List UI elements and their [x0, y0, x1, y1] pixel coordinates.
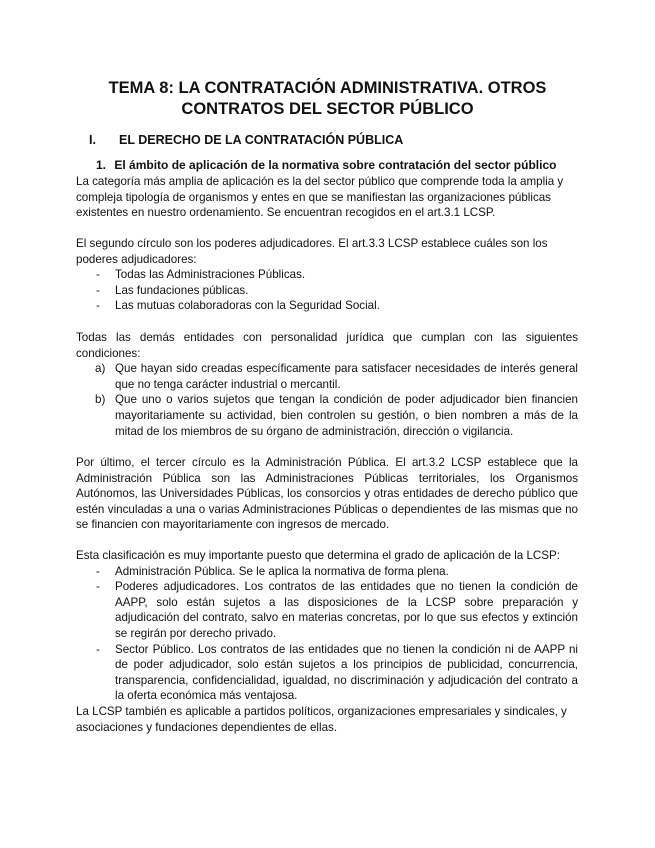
paragraph-clasificacion	[76, 548, 578, 735]
list-poderes-adjudicadores	[76, 267, 578, 314]
subsection-heading	[96, 158, 556, 172]
paragraph-text-final: La LCSP también es aplicable a partidos políticos, organizaciones empresariales y sindicales, y asociaciones y fundaciones dependientes de ellas.	[76, 704, 567, 734]
list-marker: -	[96, 299, 100, 313]
title-line-1: TEMA 8: LA CONTRATACIÓN ADMINISTRATIVA. OTROS	[108, 79, 547, 97]
list-marker: -	[96, 564, 100, 578]
paragraph-text: Todas las demás entidades con personalidad jurídica que cumplan con las siguientes condiciones:	[76, 331, 578, 360]
paragraph-condiciones	[76, 330, 578, 439]
list-item	[76, 579, 578, 641]
list-grados-aplicacion	[76, 564, 578, 704]
subsection-number: 1.	[96, 158, 107, 172]
list-item-text: Administración Pública. Se le aplica la normativa de forma plena.	[115, 564, 449, 578]
list-item-text: Que hayan sido creadas específicamente para satisfacer necesidades de interés general que no tenga carácter industrial o mercantil.	[115, 362, 578, 391]
list-marker: b)	[95, 393, 106, 407]
list-condiciones	[76, 361, 578, 439]
paragraph-text: Por último, el tercer círculo es la Administración Pública. El art.3.2 LCSP establece que la Administración Pública son las Administraciones Públicas territoriales, los Organismos Autónomos, las Universidades Públicas, los consorcios y otras entidades de derecho público que estén vinculadas a una o varias Administraciones Públicas o dependientes de las mismas que no se financien con mayoritariamente con ingresos de mercado.	[76, 456, 578, 532]
list-item-text: Las mutuas colaboradoras con la Seguridad Social.	[115, 299, 380, 313]
list-item-text: Poderes adjudicadores. Los contratos de las entidades que no tienen la condición de AAPP, solo están sujetos a las disposiciones de la LCSP sobre preparación y adjudicación del contrato, salvo en materias concretas, por lo que sus efectos y extinción se regirán por derecho privado.	[115, 580, 578, 640]
document-title	[0, 78, 655, 120]
list-marker: -	[96, 642, 100, 656]
list-item	[76, 361, 578, 392]
list-item-text: Todas las Administraciones Públicas.	[115, 268, 306, 282]
list-item-text: Sector Público. Los contratos de las entidades que no tienen la condición ni de AAPP ni de poder adjudicador, solo están sujetos a los principios de publicidad, concurrencia, transparencia, confidencialidad, igualdad, no discriminación y adjudicación del contrato a la oferta económica más ventajosa.	[115, 642, 578, 703]
paragraph-administracion-publica	[76, 455, 578, 533]
subsection-title: El ámbito de aplicación de la normativa sobre contratación del sector público	[114, 158, 557, 172]
list-marker: a)	[95, 362, 106, 376]
list-marker: -	[96, 268, 100, 282]
list-item	[76, 298, 578, 314]
section-number: I.	[89, 133, 96, 147]
list-item-text: Que uno o varios sujetos que tengan la condición de poder adjudicador bien financien mayoritariamente su actividad, bien controlen su gestión, o bien nombren a más de la mitad de los miembros de su órgano de administración, dirección o vigilancia.	[115, 393, 578, 438]
list-item	[76, 564, 578, 580]
paragraph-sector-publico	[76, 174, 578, 221]
list-item	[76, 267, 578, 283]
title-line-2: CONTRATOS DEL SECTOR PÚBLICO	[181, 100, 474, 118]
paragraph-text: La categoría más amplia de aplicación es la del sector público que comprende toda la amplia y compleja tipología de organismos y entes en que se manifiestan las organizaciones públicas existentes en nuestro ordenamiento. Se encuentran recogidos en el art.3.1 LCSP.	[76, 175, 564, 220]
list-marker: -	[96, 580, 100, 594]
section-title: EL DERECHO DE LA CONTRATACIÓN PÚBLICA	[119, 133, 404, 147]
list-item-text: Las fundaciones públicas.	[115, 283, 249, 297]
list-marker: -	[96, 283, 100, 297]
list-item	[76, 283, 578, 299]
paragraph-text: El segundo círculo son los poderes adjudicadores. El art.3.3 LCSP establece cuáles son los poderes adjudicadores:	[76, 237, 548, 266]
list-item	[76, 642, 578, 704]
list-item	[76, 392, 578, 439]
paragraph-poderes-adjudicadores	[76, 236, 578, 314]
paragraph-text: Esta clasificación es muy importante puesto que determina el grado de aplicación de la LCSP:	[76, 549, 560, 562]
